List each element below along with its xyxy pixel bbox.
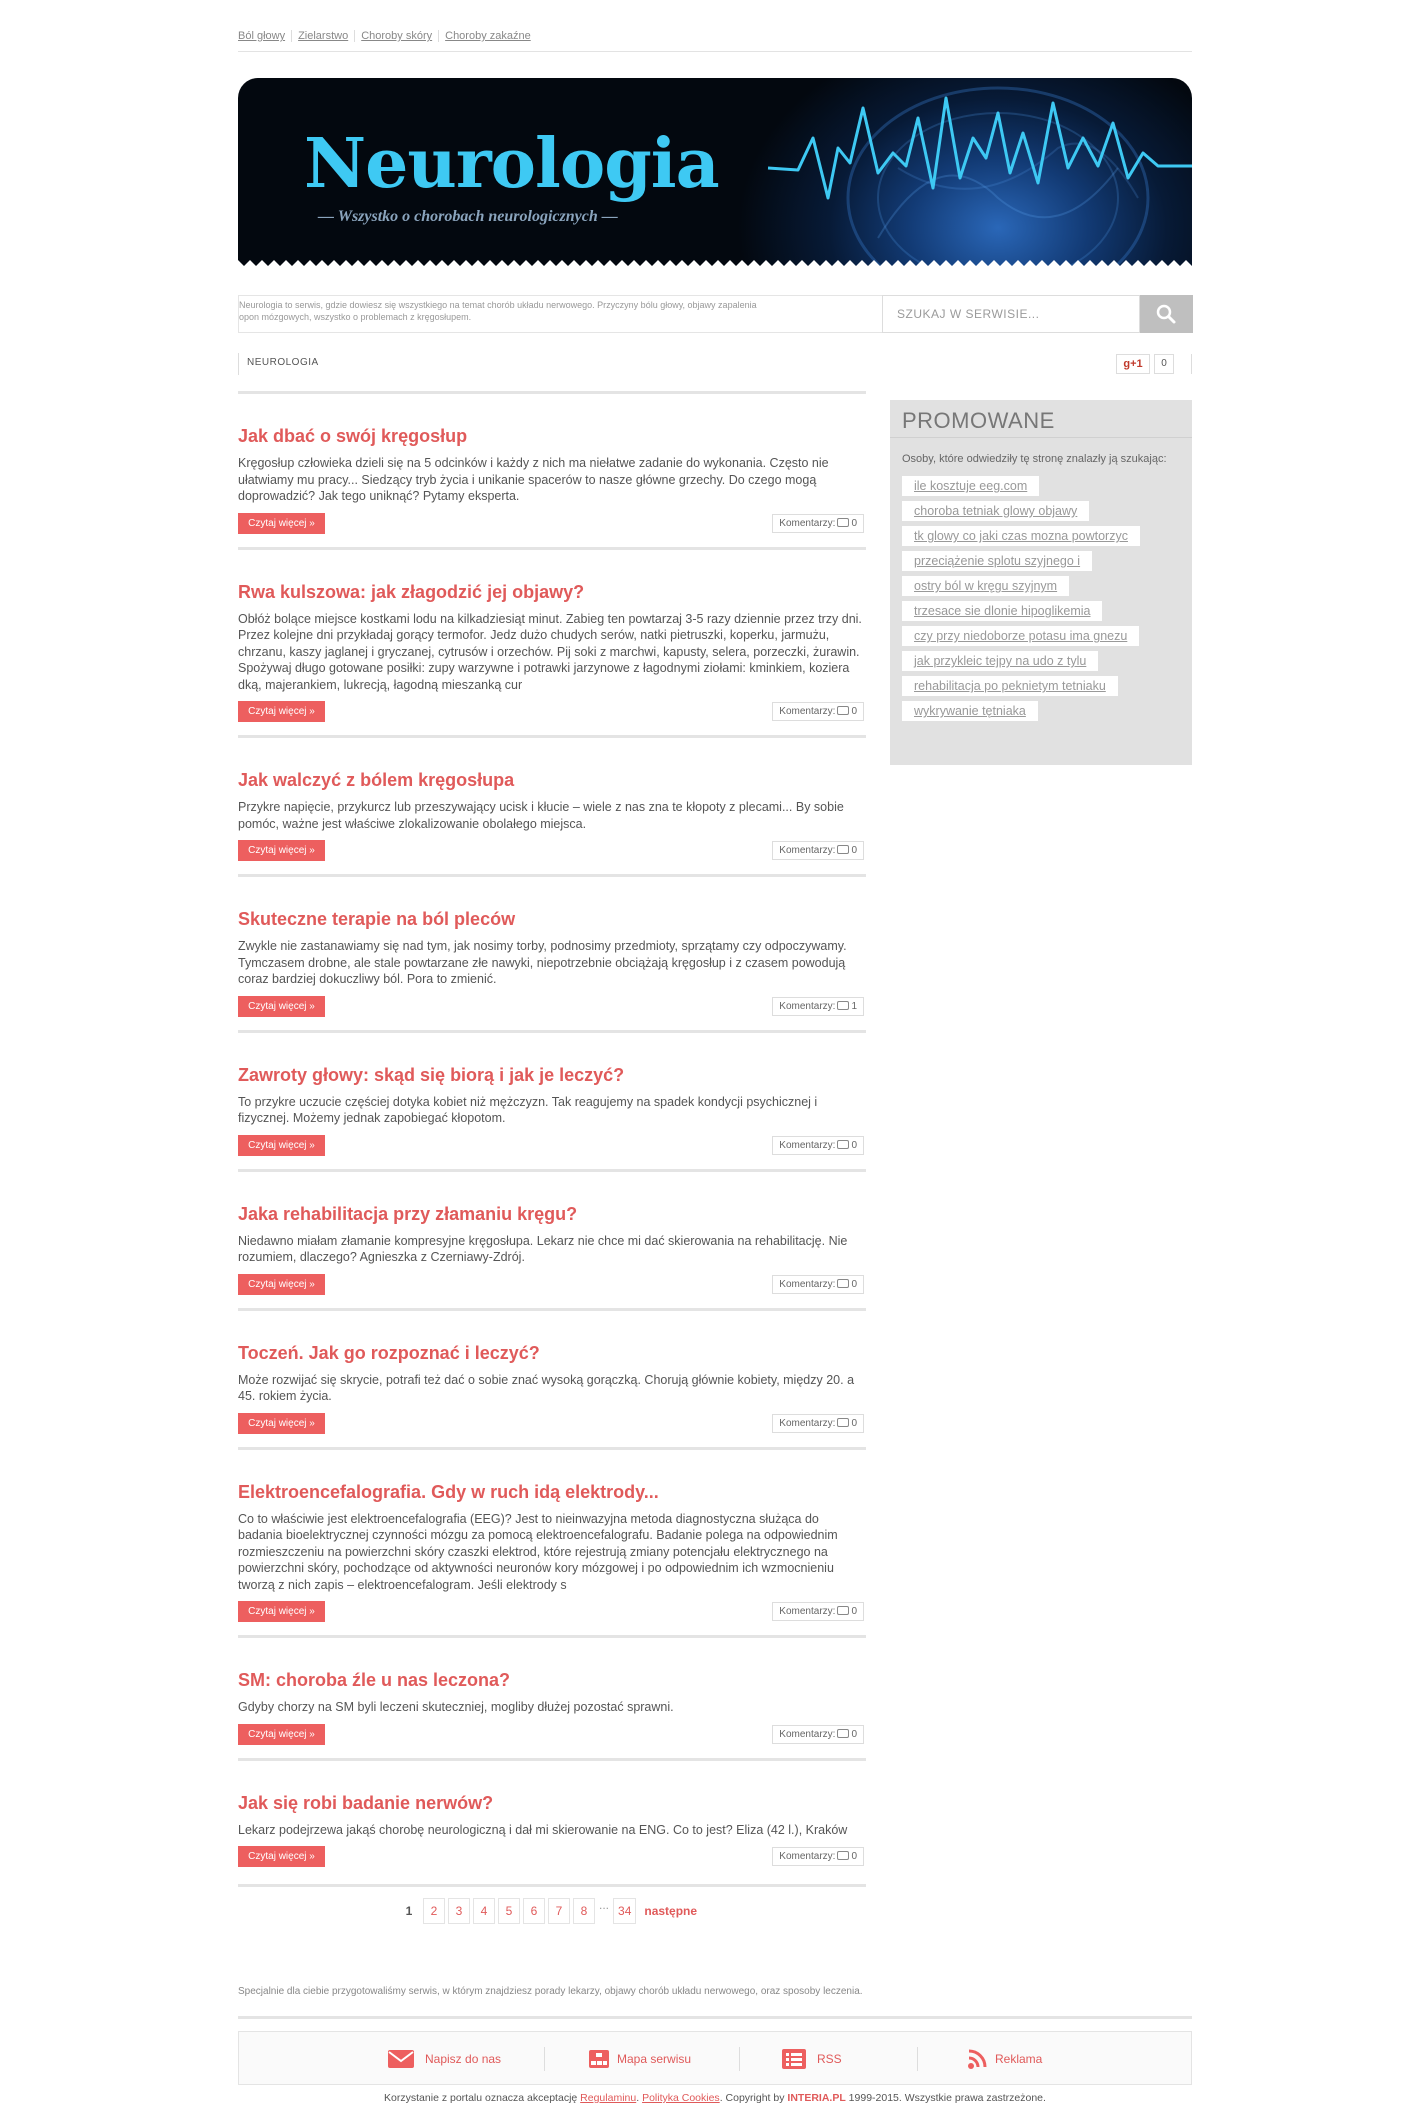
comments-count[interactable] (772, 702, 864, 721)
comments-count[interactable] (772, 997, 864, 1016)
page-link[interactable]: 4 (473, 1898, 495, 1924)
article-title[interactable]: Elektroencefalografia. Gdy w ruch idą elektrody... (238, 1481, 659, 1502)
search-icon (1140, 295, 1193, 333)
comments-number: 0 (851, 1728, 857, 1740)
regulamin-link[interactable]: Regulaminu (580, 2092, 637, 2104)
read-more-button[interactable]: Czytaj więcej » (238, 1135, 325, 1156)
article-title[interactable]: Jak się robi badanie nerwów? (238, 1792, 494, 1813)
top-link-choroby-zakazne[interactable]: Choroby zakaźne (438, 30, 537, 42)
divider (544, 2047, 545, 2071)
article-actions (238, 1846, 866, 1868)
article-title[interactable]: SM: choroba źle u nas leczona? (238, 1670, 511, 1690)
comments-count[interactable] (772, 1847, 864, 1866)
article-item (238, 1447, 866, 1624)
comments-count[interactable] (772, 1414, 864, 1433)
article-title[interactable]: Zawroty głowy: skąd się biorą i jak je leczyć? (238, 1064, 625, 1085)
article-item (238, 1758, 866, 1869)
read-more-button[interactable]: Czytaj więcej » (238, 701, 325, 722)
article-actions (238, 996, 866, 1018)
article-actions (238, 1135, 866, 1157)
article-excerpt: To przykre uczucie częściej dotyka kobiet niż mężczyzn. Tak reagujemy na spadek kondycji psychicznej i fizycznej. Możemy jednak zapobiegać kłopotom. (238, 1094, 818, 1125)
promoted-desc: Osoby, które odwiedziły tę stronę znalazły ją szukając: (902, 453, 1167, 465)
comments-number: 0 (851, 1139, 857, 1151)
promoted-tag-link[interactable]: jak przykleic tejpy na udo z tylu (902, 651, 1098, 671)
article-item (238, 391, 866, 535)
next-page-link[interactable]: następne (644, 1904, 698, 1918)
footer-link-sitemap[interactable]: Mapa serwisu (587, 2048, 707, 2070)
page-link[interactable]: 2 (423, 1898, 445, 1924)
page-link[interactable]: 7 (548, 1898, 570, 1924)
comments-count[interactable] (772, 1136, 864, 1155)
promoted-tag (902, 676, 1180, 696)
page-current: 1 (405, 1904, 413, 1918)
article-excerpt: Kręgosłup człowieka dzieli się na 5 odcinków i każdy z nich ma niełatwe zadanie do wykonania. Często nie ułatwiamy mu pracy... Siedzący tryb życia i unikanie spacerów to nasze główne grzechy. Do czego mogą doprowadzić? Jak tego uniknąć? Pytamy eksperta. (238, 456, 829, 503)
promoted-tag (902, 551, 1180, 571)
read-more-button[interactable]: Czytaj więcej » (238, 840, 325, 861)
comment-icon (837, 1851, 849, 1860)
promoted-tag-link[interactable]: ostry ból w kręgu szyjnym (902, 576, 1069, 596)
comment-icon (837, 1279, 849, 1288)
promoted-tag (902, 651, 1180, 671)
promoted-tag-link[interactable]: tk glowy co jaki czas mozna powtorzyc (902, 526, 1140, 546)
read-more-button[interactable]: Czytaj więcej » (238, 1274, 325, 1295)
sitemap-icon (587, 2048, 611, 2070)
top-link-bol-glowy[interactable]: Ból głowy (238, 30, 286, 42)
page-link[interactable]: 6 (523, 1898, 545, 1924)
comment-icon (837, 1729, 849, 1738)
article-excerpt: Zwykle nie zastanawiamy się nad tym, jak nosimy torby, podnosimy przedmioty, sprzątamy czy odpoczywamy. Tymczasem drobne, ale stale powtarzane złe nawyki, niepotrzebnie obciążają kręgosłup i z czasem powodują coraz bardziej dokuczliwy ból. Pora to zmienić. (238, 939, 847, 986)
comments-label: Komentarzy: (779, 1000, 836, 1012)
comment-icon (837, 1001, 849, 1010)
read-more-button[interactable]: Czytaj więcej » (238, 1724, 325, 1745)
site-banner[interactable] (238, 78, 1192, 268)
read-more-button[interactable]: Czytaj więcej » (238, 1846, 325, 1867)
gplus-count: 0 (1154, 354, 1174, 374)
promoted-tag (902, 626, 1180, 646)
footer-link-ads[interactable]: Reklama (966, 2048, 1066, 2070)
comment-icon (837, 1418, 849, 1427)
promoted-tag (902, 526, 1180, 546)
promoted-tag (902, 501, 1180, 521)
promoted-tag (902, 576, 1180, 596)
comment-icon (837, 706, 849, 715)
promoted-tag (902, 601, 1180, 621)
article-excerpt: Obłóż bolące miejsce kostkami lodu na kilkadziesiąt minut. Zabieg ten powtarzaj 3-5 razy dziennie przez trzy dni. Przez kolejne dni przykładaj gorący termofor. Jedz dużo chudych serów, natki pietruszki, koperku, jarmużu, chrzanu, kaszy jaglanej i gryczanej, cytrusów i orzechów. Pij soki z marchwi, kapusty, selera, porzeczki, żurawin. Spożywaj długo gotowane posiłki: zupy warzywne i potrawki jarzynowe z łagodnymi ziołami: kminkiem, koziera dką, majerankiem, lukrecją, łagodną mieszanką cur (238, 611, 862, 692)
article-excerpt: Niedawno miałam złamanie kompresyjne kręgosłupa. Lekarz nie chce mi dać skierowania na rehabilitację. Nie rozumiem, dlaczego? Agnieszka z Czerniawy-Zdrój. (238, 1233, 848, 1264)
article-actions (238, 1724, 866, 1746)
article-item (238, 874, 866, 1018)
article-title[interactable]: Jak dbać o swój kręgosłup (238, 426, 468, 446)
article-actions (238, 840, 866, 862)
article-title[interactable]: Jaka rehabilitacja przy złamaniu kręgu? (238, 1203, 578, 1224)
comment-icon (837, 1140, 849, 1149)
page-link[interactable]: 5 (498, 1898, 520, 1924)
promoted-tag-link[interactable]: trzesace sie dlonie hipoglikemia (902, 601, 1102, 621)
comments-label: Komentarzy: (779, 1417, 836, 1429)
comments-count[interactable] (772, 1275, 864, 1294)
page-link[interactable]: 3 (448, 1898, 470, 1924)
article-item (238, 1635, 866, 1746)
cookies-link[interactable]: Polityka Cookies (642, 2092, 720, 2104)
breadcrumb[interactable]: NEUROLOGIA (238, 353, 327, 375)
article-actions (238, 1601, 866, 1623)
comments-number: 0 (851, 517, 857, 529)
footer-link-rss[interactable]: RSS (781, 2048, 861, 2070)
comments-count[interactable] (772, 514, 864, 533)
site-title: Neurologia (304, 124, 719, 204)
pagination-pages (398, 1898, 705, 1924)
promoted-tag-link[interactable]: ile kosztuje eeg.com (902, 476, 1039, 496)
copyright: Korzystanie z portalu oznacza akceptację Regulaminu. Polityka Cookies. Copyright by INTERIA.PL 1999-2015. Wszystkie prawa zastrzeżone. (384, 2092, 1046, 2104)
gplus-button[interactable]: g+1 (1116, 354, 1150, 374)
list-icon (781, 2048, 807, 2070)
comment-icon (837, 845, 849, 854)
comment-icon (837, 1606, 849, 1615)
page-ellipsis: ... (599, 1898, 610, 1912)
promoted-tag-link[interactable]: rehabilitacja po peknietym tetniaku (902, 676, 1118, 696)
article-title[interactable]: Toczeń. Jak go rozpoznać i leczyć? (238, 1342, 540, 1363)
comments-label: Komentarzy: (779, 706, 836, 717)
article-actions (238, 701, 866, 723)
divider (739, 2047, 740, 2071)
divider (238, 2016, 1192, 2019)
page-link[interactable]: 34 (613, 1898, 636, 1924)
comments-number: 0 (851, 845, 857, 856)
promoted-tag (902, 476, 1180, 496)
pagination (238, 1884, 866, 1918)
footer-note: Specjalnie dla ciebie przygotowaliśmy serwis, w którym znajdziesz porady lekarzy, objawy chorób układu nerwowego, oraz sposoby leczenia. (238, 1986, 863, 1997)
interia-brand[interactable]: INTERIA.PL (787, 2092, 846, 2104)
comments-number: 0 (851, 1851, 857, 1862)
comments-label: Komentarzy: (779, 1851, 836, 1862)
promoted-tag (902, 701, 1180, 721)
article-item (238, 547, 866, 724)
comments-label: Komentarzy: (779, 517, 836, 529)
article-item (238, 735, 866, 862)
top-link-zielarstwo[interactable]: Zielarstwo (291, 30, 354, 42)
read-more-button[interactable]: Czytaj więcej » (238, 996, 325, 1017)
comments-label: Komentarzy: (779, 1139, 836, 1151)
article-title[interactable]: Rwa kulszowa: jak złagodzić jej objawy? (238, 581, 585, 602)
comments-label: Komentarzy: (779, 1606, 836, 1617)
top-link-choroby-skory[interactable]: Choroby skóry (354, 30, 438, 42)
article-excerpt: Przykre napięcie, przykurcz lub przeszywający ucisk i kłucie – wiele z nas zna te kłopoty z plecami... By sobie pomóc, ważne jest właściwe zlokalizowanie obolałego miejsca. (238, 800, 844, 831)
mail-icon (387, 2048, 415, 2070)
article-item (238, 1169, 866, 1296)
comments-count[interactable] (772, 841, 864, 860)
comments-number: 1 (851, 1000, 857, 1012)
divider (917, 2047, 918, 2071)
footer-link-contact[interactable]: Napisz do nas (387, 2048, 507, 2070)
read-more-button[interactable]: Czytaj więcej » (238, 513, 325, 534)
comments-count[interactable] (772, 1725, 864, 1744)
article-excerpt: Co to właściwie jest elektroencefalografia (EEG)? Jest to nieinwazyjna metoda diagnostyczna służąca do badania bioelektrycznej czynności mózgu za pomocą elektroencefalografu. Badanie polega na odpowiednim rozmieszczeniu na powierzchni skóry czaszki elektrod, które rejestrują zmiany potencjału elektrycznego na powierzchni skóry, pochodzące od aktywności neuronów kory mózgowej i po odpowiednim ich wzmocnieniu tworzą z nich zapis – elektroencefalogram. Jeśli elektrody s (238, 1511, 838, 1592)
page-link[interactable]: 8 (573, 1898, 595, 1924)
divider (1191, 354, 1192, 374)
promoted-panel (890, 400, 1192, 765)
article-actions (238, 1413, 866, 1435)
article-title[interactable]: Skuteczne terapie na ból pleców (238, 909, 516, 929)
article-excerpt: Gdyby chorzy na SM byli leczeni skuteczniej, mogliby dłużej pozostać sprawni. (238, 1700, 674, 1714)
comments-label: Komentarzy: (779, 1728, 836, 1740)
promoted-tag-link[interactable]: przeciążenie splotu szyjnego i (902, 551, 1092, 571)
article-item (238, 1030, 866, 1157)
article-actions (238, 513, 866, 535)
site-tagline: — Wszystko o chorobach neurologicznych — (318, 208, 618, 225)
comments-label: Komentarzy: (779, 1278, 836, 1290)
search-input[interactable]: SZUKAJ W SERWISIE... (882, 295, 1140, 333)
article-title[interactable]: Jak walczyć z bólem kręgosłupa (238, 770, 515, 790)
promoted-tag-link[interactable]: choroba tetniak glowy objawy (902, 501, 1089, 521)
site-intro: Neurologia to serwis, gdzie dowiesz się wszystkiego na temat chorób układu nerwowego. Przyczyny bólu głowy, objawy zapalenia opon mózgowych, wszystko o problemach z kręgosłupem. (239, 300, 757, 322)
promoted-tag-link[interactable]: wykrywanie tętniaka (902, 701, 1038, 721)
comments-count[interactable] (772, 1602, 864, 1621)
footer-bar (238, 2031, 1192, 2085)
article-list (238, 391, 866, 1880)
comments-label: Komentarzy: (779, 845, 836, 856)
article-excerpt: Może rozwijać się skrycie, potrafi też dać o sobie znać wysoką gorączką. Chorują głównie kobiety, między 20. a 45. rokiem życia. (238, 1372, 855, 1403)
promoted-tags (902, 476, 1180, 721)
comments-number: 0 (851, 1278, 857, 1290)
comments-number: 0 (851, 706, 857, 717)
search-button[interactable] (1140, 295, 1193, 333)
top-links (238, 30, 1192, 52)
read-more-button[interactable]: Czytaj więcej » (238, 1601, 325, 1622)
article-item (238, 1308, 866, 1435)
rss-icon (966, 2048, 990, 2070)
promoted-title: PROMOWANE (890, 408, 1192, 438)
comment-icon (837, 518, 849, 527)
intro-bar (238, 295, 1192, 333)
article-excerpt: Lekarz podejrzewa jakąś chorobę neurologiczną i dał mi skierowanie na ENG. Co to jest? Eliza (42 l.), Kraków (238, 1822, 848, 1837)
comments-number: 0 (851, 1417, 857, 1429)
read-more-button[interactable]: Czytaj więcej » (238, 1413, 325, 1434)
promoted-tag-link[interactable]: czy przy niedoborze potasu ima gnezu (902, 626, 1139, 646)
article-actions (238, 1274, 866, 1296)
comments-number: 0 (851, 1606, 857, 1617)
zigzag-edge (238, 260, 1192, 268)
